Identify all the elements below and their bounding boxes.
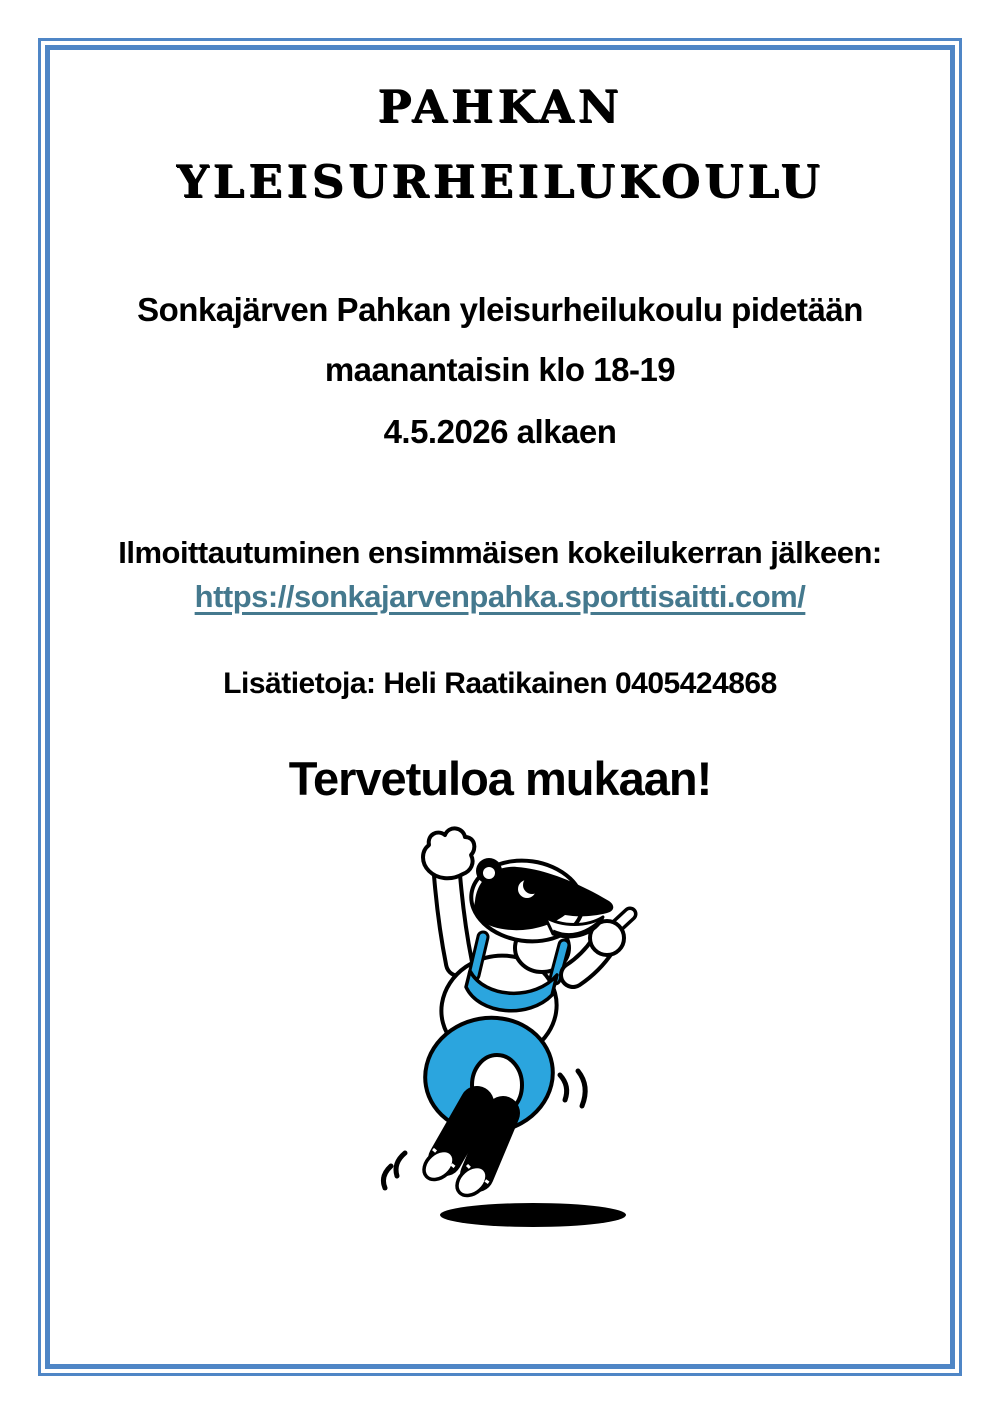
signup-instructions: Ilmoittautuminen ensimmäisen kokeilukerran jälkeen:: [118, 535, 882, 570]
signup-link[interactable]: https://sonkajarvenpahka.sporttisaitti.com/: [194, 579, 806, 614]
signup-link-row: [60, 579, 940, 615]
welcome-message: Tervetuloa mukaan!: [288, 752, 712, 805]
contact-info: Lisätietoja: Heli Raatikainen 0405424868: [223, 667, 777, 700]
page-title-line1: PAHKAN: [377, 80, 623, 133]
jumping-badger-mascot-icon: [377, 823, 657, 1233]
info-line-weekday-time: maanantaisin klo 18-19: [324, 351, 676, 388]
page-title-line2: YLEISURHEILUKOULU: [176, 155, 824, 208]
info-line-start-date: 4.5.2026 alkaen: [383, 413, 617, 450]
info-line-schedule: Sonkajärven Pahkan yleisurheilukoulu pidetään: [137, 291, 863, 328]
mascot-shadow: [440, 1203, 626, 1227]
